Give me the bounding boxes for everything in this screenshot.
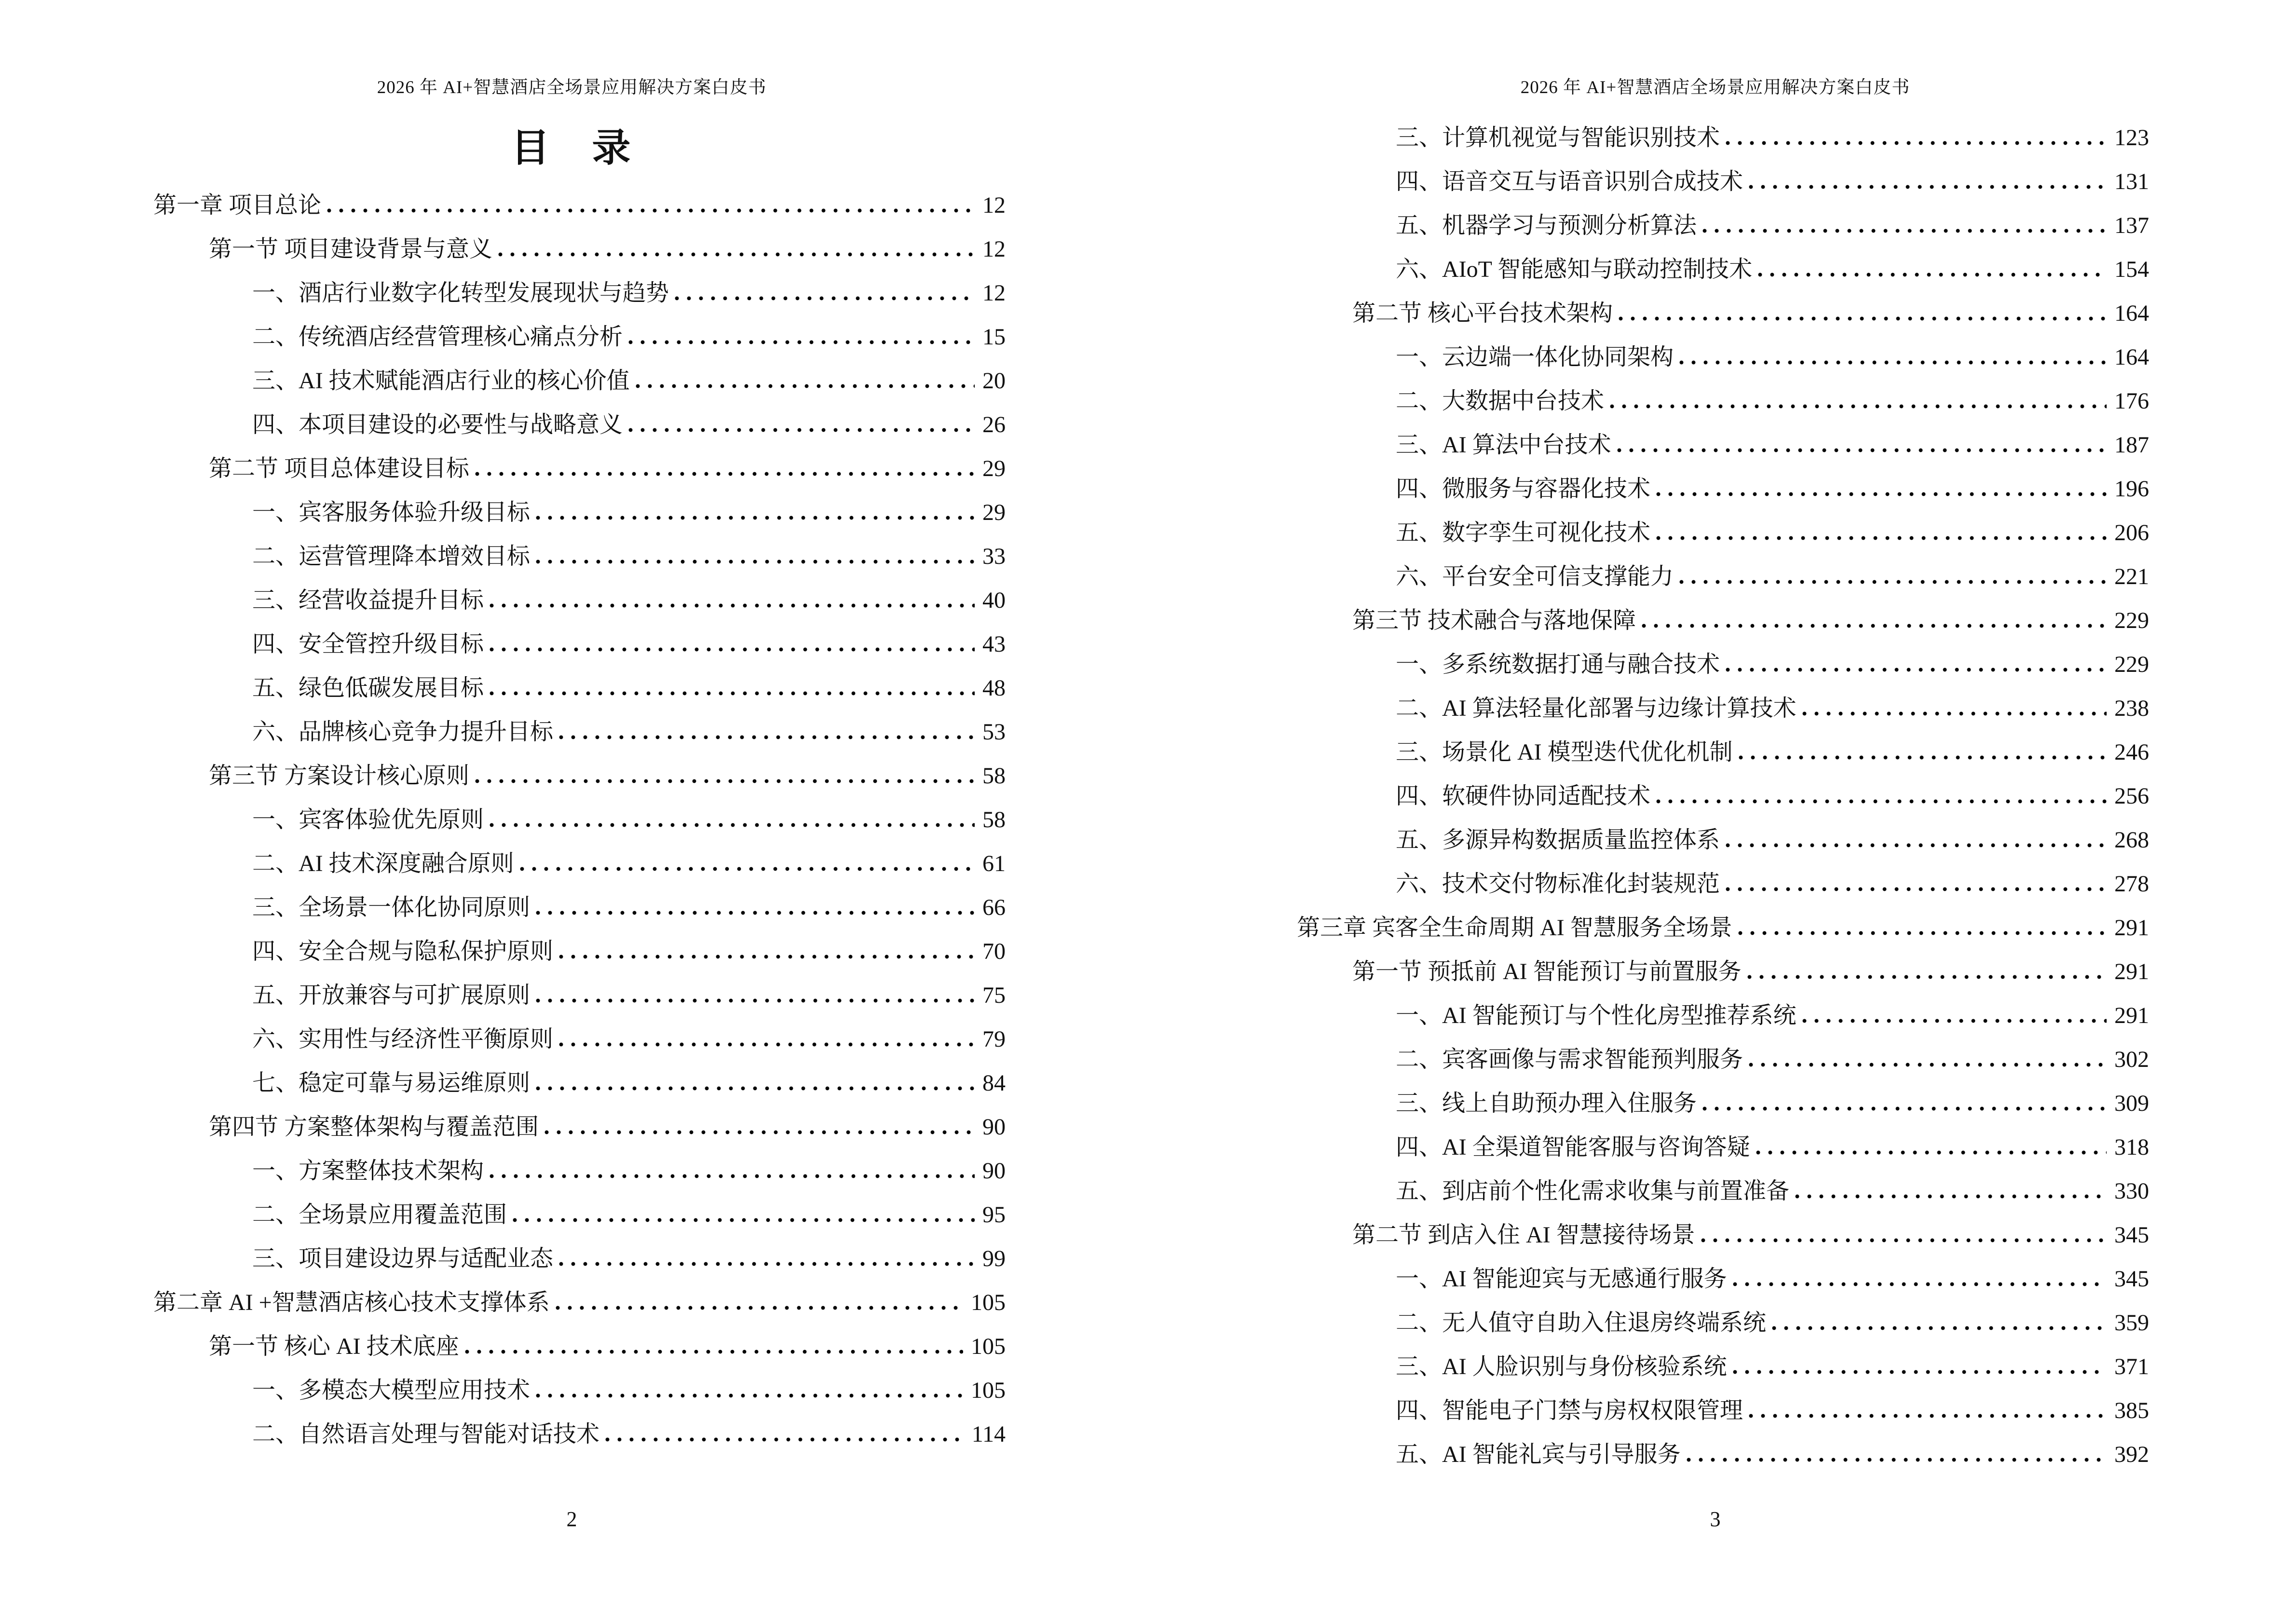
toc-entry-label: 五、多源异构数据质量监控体系 xyxy=(1396,827,1720,853)
dot-leader xyxy=(1656,536,2107,540)
toc-entry-label: 第二章 AI +智慧酒店核心技术支撑体系 xyxy=(153,1290,550,1315)
dot-leader xyxy=(1726,843,2107,847)
toc-entry[interactable] xyxy=(153,1105,1006,1149)
toc-entry[interactable] xyxy=(153,403,1006,447)
dot-leader xyxy=(490,1174,975,1178)
toc-entry[interactable] xyxy=(153,1281,1006,1324)
toc-entry-page: 48 xyxy=(982,675,1006,701)
dot-leader xyxy=(559,735,975,739)
toc-entry-label: 第三节 技术融合与落地保障 xyxy=(1352,608,1636,633)
toc-entry[interactable] xyxy=(1297,423,2149,467)
toc-entry-page: 29 xyxy=(982,456,1006,481)
toc-entry-label: 二、全场景应用覆盖范围 xyxy=(252,1202,507,1228)
toc-entry-page: 66 xyxy=(982,895,1006,920)
toc-entry-page: 187 xyxy=(2114,432,2149,458)
toc-entry[interactable] xyxy=(153,622,1006,666)
toc-entry[interactable] xyxy=(153,1237,1006,1281)
toc-entry-page: 221 xyxy=(2114,564,2149,589)
toc-entry-page: 309 xyxy=(2114,1091,2149,1116)
dot-leader xyxy=(605,1437,964,1442)
page-header xyxy=(0,72,1144,98)
toc-entry[interactable] xyxy=(1297,204,2149,247)
toc-entry[interactable] xyxy=(1297,906,2149,950)
page-number-right: 3 xyxy=(1710,1507,1721,1531)
toc-entry-label: 第三章 宾客全生命周期 AI 智慧服务全场景 xyxy=(1297,915,1732,941)
toc-entry-page: 385 xyxy=(2114,1398,2149,1423)
toc-entry-label: 五、AI 智能礼宾与引导服务 xyxy=(1396,1442,1681,1467)
toc-entry[interactable] xyxy=(153,1368,1006,1412)
toc-entry[interactable] xyxy=(153,710,1006,754)
toc-title: 目 录 xyxy=(511,127,633,170)
toc-entry-page: 164 xyxy=(2114,344,2149,370)
toc-entry[interactable] xyxy=(1297,1037,2149,1081)
toc-entry-page: 345 xyxy=(2114,1222,2149,1248)
toc-entry[interactable] xyxy=(153,973,1006,1017)
dot-leader xyxy=(475,779,975,783)
toc-entry[interactable] xyxy=(1297,1257,2149,1301)
toc-entry-label: 五、机器学习与预测分析算法 xyxy=(1396,213,1697,238)
toc-entry-label: 七、稳定可靠与易运维原则 xyxy=(252,1070,531,1096)
dot-leader xyxy=(1702,1106,2107,1111)
toc-entry-label: 二、运营管理降本增效目标 xyxy=(252,544,531,569)
toc-entry[interactable] xyxy=(1297,1345,2149,1389)
toc-entry[interactable] xyxy=(153,1061,1006,1105)
toc-entry-page: 302 xyxy=(2114,1047,2149,1072)
toc-entry-label: 三、AI 算法中台技术 xyxy=(1396,432,1611,458)
page-number-left: 2 xyxy=(566,1507,577,1531)
toc-entry-page: 256 xyxy=(2114,783,2149,809)
dot-leader xyxy=(1617,448,2107,452)
dot-leader xyxy=(1733,1282,2107,1286)
toc-entry[interactable] xyxy=(153,798,1006,842)
toc-entry-label: 第四节 方案整体架构与覆盖范围 xyxy=(209,1114,539,1140)
toc-entry-label: 六、品牌核心竞争力提升目标 xyxy=(252,719,554,745)
toc-entry-page: 278 xyxy=(2114,871,2149,897)
toc-entry-label: 四、安全合规与隐私保护原则 xyxy=(252,939,554,964)
dot-leader xyxy=(513,1218,975,1222)
toc-entry-label: 四、微服务与容器化技术 xyxy=(1396,476,1651,502)
toc-entry-page: 95 xyxy=(982,1202,1006,1228)
dot-leader xyxy=(1610,404,2107,409)
dot-leader xyxy=(1687,1458,2107,1462)
toc-entry[interactable] xyxy=(153,534,1006,578)
dot-leader xyxy=(1802,1019,2107,1023)
toc-entry[interactable] xyxy=(153,1324,1006,1368)
toc-entry-page: 131 xyxy=(2114,169,2149,194)
toc-entry-page: 12 xyxy=(982,280,1006,306)
dot-leader xyxy=(1619,316,2107,321)
toc-entry[interactable] xyxy=(1297,467,2149,511)
dot-leader xyxy=(536,560,975,564)
toc-entry-label: 一、酒店行业数字化转型发展现状与趋势 xyxy=(252,280,669,306)
toc-entry[interactable] xyxy=(153,842,1006,886)
dot-leader xyxy=(536,998,975,1003)
dot-leader xyxy=(559,1262,975,1266)
dot-leader xyxy=(536,516,975,520)
toc-entry-label: 四、本项目建设的必要性与战略意义 xyxy=(252,412,623,437)
dot-leader xyxy=(490,647,975,652)
toc-entry-label: 一、云边端一体化协同架构 xyxy=(1396,344,1674,370)
toc-entry-label: 四、智能电子门禁与房权权限管理 xyxy=(1396,1398,1743,1423)
dot-leader xyxy=(1656,492,2107,496)
toc-entries-right xyxy=(1297,116,2149,1476)
toc-entry[interactable] xyxy=(1297,599,2149,642)
document-title: 2026 年 AI+智慧酒店全场景应用解决方案白皮书 xyxy=(377,78,767,97)
dot-leader xyxy=(536,1086,975,1091)
toc-entry[interactable] xyxy=(153,359,1006,403)
toc-entry[interactable] xyxy=(153,447,1006,491)
dot-leader xyxy=(675,296,975,300)
toc-entry-page: 105 xyxy=(971,1334,1006,1359)
dot-leader xyxy=(1726,887,2107,891)
toc-entry-label: 四、语音交互与语音识别合成技术 xyxy=(1396,169,1743,194)
toc-entry-label: 五、到店前个性化需求收集与前置准备 xyxy=(1396,1178,1790,1204)
toc-entry-label: 第一章 项目总论 xyxy=(153,192,322,218)
dot-leader xyxy=(636,384,975,388)
toc-entry[interactable] xyxy=(1297,335,2149,379)
toc-entry-page: 392 xyxy=(2114,1442,2149,1467)
toc-entry-label: 二、AI 算法轻量化部署与边缘计算技术 xyxy=(1396,696,1797,721)
toc-entry[interactable] xyxy=(153,578,1006,622)
toc-entry[interactable] xyxy=(1297,774,2149,818)
toc-entry[interactable] xyxy=(1297,1125,2149,1169)
toc-entry-label: 一、多系统数据打通与融合技术 xyxy=(1396,652,1720,677)
toc-entry-label: 二、AI 技术深度融合原则 xyxy=(252,851,514,876)
dot-leader xyxy=(1772,1326,2107,1330)
toc-entry-label: 一、方案整体技术架构 xyxy=(252,1158,484,1184)
toc-entry-page: 33 xyxy=(982,544,1006,569)
toc-entry[interactable] xyxy=(153,1017,1006,1061)
toc-entry[interactable] xyxy=(1297,1389,2149,1433)
toc-entry-page: 26 xyxy=(982,412,1006,437)
toc-entry-page: 79 xyxy=(982,1026,1006,1052)
dot-leader xyxy=(536,1393,963,1398)
dot-leader xyxy=(498,252,975,257)
toc-entry-page: 20 xyxy=(982,368,1006,394)
toc-entry-label: 四、软硬件协同适配技术 xyxy=(1396,783,1651,809)
toc-entry-page: 330 xyxy=(2114,1178,2149,1204)
toc-entry[interactable] xyxy=(153,886,1006,929)
toc-entry-page: 105 xyxy=(971,1378,1006,1403)
toc-entry-label: 二、宾客画像与需求智能预判服务 xyxy=(1396,1047,1743,1072)
toc-entry-label: 五、开放兼容与可扩展原则 xyxy=(252,983,531,1008)
dot-leader xyxy=(628,428,975,432)
toc-entry-page: 206 xyxy=(2114,520,2149,546)
toc-entry-page: 291 xyxy=(2114,1003,2149,1028)
toc-entry-label: 第二节 到店入住 AI 智慧接待场景 xyxy=(1352,1222,1695,1248)
toc-entry-page: 84 xyxy=(982,1070,1006,1096)
toc-entry-label: 四、安全管控升级目标 xyxy=(252,631,484,657)
toc-entry-label: 第二节 核心平台技术架构 xyxy=(1352,300,1613,326)
dot-leader xyxy=(327,208,975,213)
dot-leader xyxy=(1758,273,2107,277)
toc-entry-label: 一、AI 智能迎宾与无感通行服务 xyxy=(1396,1266,1727,1292)
toc-entry[interactable] xyxy=(1297,1433,2149,1476)
toc-entry[interactable] xyxy=(1297,291,2149,335)
dot-leader xyxy=(1702,229,2107,233)
toc-entry[interactable] xyxy=(1297,160,2149,204)
toc-entry-label: 第二节 项目总体建设目标 xyxy=(209,456,470,481)
toc-entry-page: 70 xyxy=(982,939,1006,964)
dot-leader xyxy=(520,867,975,871)
toc-entry[interactable] xyxy=(153,1149,1006,1193)
dot-leader xyxy=(536,911,975,915)
toc-entry-page: 40 xyxy=(982,587,1006,613)
dot-leader xyxy=(1756,1150,2107,1155)
toc-entry-page: 12 xyxy=(982,236,1006,262)
dot-leader xyxy=(1642,624,2107,628)
toc-entry-page: 164 xyxy=(2114,300,2149,326)
toc-entry-label: 一、AI 智能预订与个性化房型推荐系统 xyxy=(1396,1003,1797,1028)
toc-entry[interactable] xyxy=(153,227,1006,271)
toc-entry-page: 58 xyxy=(982,763,1006,789)
dot-leader xyxy=(1726,668,2107,672)
dot-leader xyxy=(490,823,975,827)
dot-leader xyxy=(1733,1370,2107,1374)
toc-entry-page: 246 xyxy=(2114,739,2149,765)
toc-entry-page: 318 xyxy=(2114,1134,2149,1160)
toc-entry[interactable] xyxy=(1297,1213,2149,1257)
dot-leader xyxy=(1802,711,2107,716)
toc-entry-label: 一、宾客服务体验升级目标 xyxy=(252,500,531,525)
toc-entry-page: 291 xyxy=(2114,959,2149,984)
toc-entry[interactable] xyxy=(1297,994,2149,1037)
toc-entry-page: 75 xyxy=(982,983,1006,1008)
toc-entry-page: 114 xyxy=(971,1421,1006,1447)
toc-entry[interactable] xyxy=(1297,642,2149,686)
toc-entry-page: 90 xyxy=(982,1158,1006,1184)
toc-entry-page: 29 xyxy=(982,500,1006,525)
toc-entry-label: 六、平台安全可信支撑能力 xyxy=(1396,564,1674,589)
toc-entry-label: 五、绿色低碳发展目标 xyxy=(252,675,484,701)
toc-entry[interactable] xyxy=(153,1193,1006,1237)
toc-entry-label: 六、技术交付物标准化封装规范 xyxy=(1396,871,1720,897)
toc-entry[interactable] xyxy=(1297,1081,2149,1125)
toc-entry-label: 一、多模态大模型应用技术 xyxy=(252,1378,531,1403)
toc-entry-label: 三、经营收益提升目标 xyxy=(252,587,484,613)
toc-entry-page: 12 xyxy=(982,192,1006,218)
toc-entry-page: 345 xyxy=(2114,1266,2149,1292)
toc-entry-label: 第一节 预抵前 AI 智能预订与前置服务 xyxy=(1352,959,1742,984)
toc-entry[interactable] xyxy=(1297,379,2149,423)
toc-entry[interactable] xyxy=(153,666,1006,710)
toc-entry-label: 三、线上自助预办理入住服务 xyxy=(1396,1091,1697,1116)
toc-entry[interactable] xyxy=(153,183,1006,227)
toc-entry-label: 第一节 核心 AI 技术底座 xyxy=(209,1334,459,1359)
toc-entry-label: 三、项目建设边界与适配业态 xyxy=(252,1246,554,1271)
dot-leader xyxy=(556,1306,963,1310)
dot-leader xyxy=(1679,360,2107,365)
toc-entry[interactable] xyxy=(153,315,1006,359)
dot-leader xyxy=(1749,1063,2107,1067)
toc-entry-page: 238 xyxy=(2114,696,2149,721)
toc-entry-label: 二、大数据中台技术 xyxy=(1396,388,1605,414)
toc-entry-label: 第三节 方案设计核心原则 xyxy=(209,763,470,789)
toc-entry-label: 二、自然语言处理与智能对话技术 xyxy=(252,1421,600,1447)
toc-entry-label: 六、实用性与经济性平衡原则 xyxy=(252,1026,554,1052)
toc-entry-label: 二、无人值守自助入住退房终端系统 xyxy=(1396,1310,1767,1336)
page-header xyxy=(1144,72,2287,98)
toc-entry[interactable] xyxy=(1297,555,2149,599)
toc-entry-label: 三、AI 技术赋能酒店行业的核心价值 xyxy=(252,368,630,394)
toc-entry[interactable] xyxy=(1297,511,2149,555)
toc-entry[interactable] xyxy=(1297,1169,2149,1213)
toc-entry[interactable] xyxy=(1297,1301,2149,1345)
toc-entry-label: 二、传统酒店经营管理核心痛点分析 xyxy=(252,324,623,350)
toc-entry[interactable] xyxy=(153,491,1006,534)
toc-entry-page: 123 xyxy=(2114,125,2149,150)
dot-leader xyxy=(1726,141,2107,145)
toc-entry-page: 15 xyxy=(982,324,1006,350)
toc-entries-left xyxy=(153,183,1006,1456)
toc-entry-label: 六、AIoT 智能感知与联动控制技术 xyxy=(1396,257,1753,282)
toc-entry-label: 三、场景化 AI 模型迭代优化机制 xyxy=(1396,739,1733,765)
toc-entry-page: 61 xyxy=(982,851,1006,876)
toc-entry[interactable] xyxy=(1297,862,2149,906)
toc-entry[interactable] xyxy=(153,1412,1006,1456)
document-title: 2026 年 AI+智慧酒店全场景应用解决方案白皮书 xyxy=(1520,78,1910,97)
toc-entry-page: 291 xyxy=(2114,915,2149,941)
toc-entry-page: 176 xyxy=(2114,388,2149,414)
dot-leader xyxy=(1747,975,2107,979)
toc-entry-page: 229 xyxy=(2114,608,2149,633)
toc-entry-label: 三、AI 人脸识别与身份核验系统 xyxy=(1396,1354,1727,1379)
dot-leader xyxy=(545,1130,975,1134)
toc-entry-page: 229 xyxy=(2114,652,2149,677)
toc-entry-page: 99 xyxy=(982,1246,1006,1271)
toc-entry[interactable] xyxy=(1297,818,2149,862)
toc-entry[interactable] xyxy=(153,271,1006,315)
toc-entry-label: 五、数字孪生可视化技术 xyxy=(1396,520,1651,546)
toc-entry-label: 四、AI 全渠道智能客服与咨询答疑 xyxy=(1396,1134,1750,1160)
dot-leader xyxy=(490,691,975,696)
dot-leader xyxy=(490,603,975,608)
toc-entry[interactable] xyxy=(153,929,1006,973)
toc-entry[interactable] xyxy=(1297,247,2149,291)
toc-entry[interactable] xyxy=(153,754,1006,798)
toc-entry-label: 第一节 项目建设背景与意义 xyxy=(209,236,493,262)
toc-entry-page: 371 xyxy=(2114,1354,2149,1379)
toc-entry-page: 359 xyxy=(2114,1310,2149,1336)
toc-entry-page: 43 xyxy=(982,631,1006,657)
toc-entry-page: 137 xyxy=(2114,213,2149,238)
dot-leader xyxy=(1739,755,2107,760)
dot-leader xyxy=(1795,1194,2107,1199)
dot-leader xyxy=(475,472,975,476)
toc-entry-label: 一、宾客体验优先原则 xyxy=(252,807,484,832)
dot-leader xyxy=(1679,580,2107,584)
toc-entry[interactable] xyxy=(1297,730,2149,774)
toc-entry-label: 三、全场景一体化协同原则 xyxy=(252,895,531,920)
toc-entry-page: 58 xyxy=(982,807,1006,832)
toc-entry-page: 154 xyxy=(2114,257,2149,282)
toc-entry-page: 105 xyxy=(971,1290,1006,1315)
dot-leader xyxy=(559,1042,975,1047)
toc-entry[interactable] xyxy=(1297,686,2149,730)
toc-entry[interactable] xyxy=(1297,116,2149,160)
dot-leader xyxy=(1656,799,2107,804)
dot-leader xyxy=(1749,1414,2107,1418)
toc-entry-page: 196 xyxy=(2114,476,2149,502)
dot-leader xyxy=(465,1350,963,1354)
dot-leader xyxy=(1701,1238,2107,1242)
toc-entry-page: 90 xyxy=(982,1114,1006,1140)
toc-entry-page: 268 xyxy=(2114,827,2149,853)
toc-entry-page: 53 xyxy=(982,719,1006,745)
toc-entry[interactable] xyxy=(1297,950,2149,994)
toc-entry-label: 三、计算机视觉与智能识别技术 xyxy=(1396,125,1720,150)
dot-leader xyxy=(1738,931,2107,935)
dot-leader xyxy=(628,340,975,344)
dot-leader xyxy=(559,955,975,959)
page-right xyxy=(1144,0,2287,1624)
dot-leader xyxy=(1749,185,2107,189)
